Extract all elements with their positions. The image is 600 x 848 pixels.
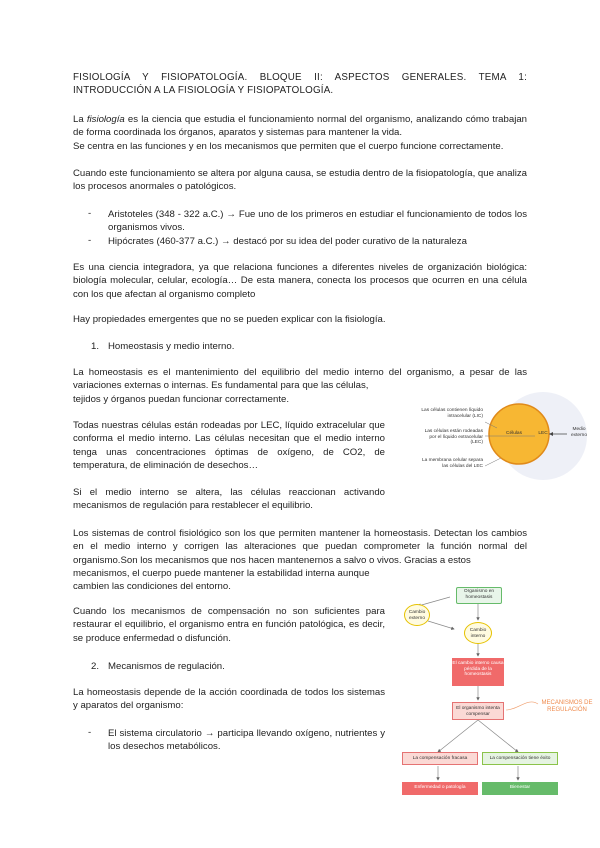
paragraph-propiedades: Hay propiedades emergentes que no se pueden explicar con la fisiología. — [73, 314, 386, 325]
paragraph-lec: Todas nuestras células están rodeadas por LEC, líquido extracelular que conforma el medio interno. Las células necesitan que el medio interno tenga unas concentraciones óptimas de oxígeno, de CO2, de temperatura, de eliminación de desechos… — [73, 420, 385, 471]
p1-em: fisiología — [86, 114, 125, 125]
circle-external-change: Cambio externo — [404, 604, 430, 626]
circle-internal-change: Cambio interno — [464, 622, 492, 644]
heading-homeostasis: Homeostasis y medio interno. — [108, 341, 235, 352]
bullet-aristoteles: Aristoteles (348 - 322 a.C.) → Fue uno de los primeros en estudiar el funcionamiento de todos los organismos vivos. — [108, 209, 527, 234]
title-line-1: FISIOLOGÍA Y FISIOPATOLOGÍA. BLOQUE II: ASPECTOS GENERALES. TEMA 1: — [73, 72, 527, 83]
heading-mecanismos: Mecanismos de regulación. — [108, 661, 225, 672]
bullet-dash: - — [88, 208, 92, 219]
box-loss-homeostasis: El cambio interno causa pérdida de la homeostasis — [452, 658, 504, 686]
label-lic: Las células contienen líquido intracelular (LIC) — [421, 408, 483, 419]
paragraph-sistemas-control-l5: cambien las condiciones del entorno. — [73, 581, 231, 592]
bullet-dash: - — [88, 727, 92, 738]
paragraph-ciencia-integradora: Es una ciencia integradora, ya que relaciona funciones a diferentes niveles de organización biológica: biología molecular, celular, ecología… De esta manera, conecta los procesos que ocurren en una célula con los que afectan al organismo completo — [73, 262, 527, 300]
label-membrane: La membrana celular separa las células del LEC — [421, 458, 483, 469]
paragraph-medio-alterado: Si el medio interno se altera, las células reaccionan activando mecanismos de regulación para restablecer el equilibrio. — [73, 487, 385, 512]
bullet-circulatorio: El sistema circulatorio → participa llevando oxígeno, nutrientes y los desechos metabólicos. — [108, 728, 385, 753]
paragraph-fisiopatologia: Cuando este funcionamiento se altera por alguna causa, se estudia dentro de la fisiopatología, que analiza los procesos anormales o patológicos. — [73, 168, 527, 193]
label-lec: LEC — [538, 431, 548, 436]
box-homeostasis: Organismo en homeostasis — [456, 587, 502, 604]
cell-lec-diagram — [415, 388, 595, 488]
box-disease: Enfermedad o patología — [402, 782, 478, 795]
box-wellness: Bienestar — [482, 782, 558, 795]
p1-line3: Se centra en las funciones y en los mecanismos que permiten que el cuerpo funcione correctamente. — [73, 140, 504, 152]
paragraph-homeostasis-end: tejidos y órganos puedan funcionar correctamente. — [73, 394, 289, 405]
bullet-dash: - — [88, 235, 92, 246]
label-lec-surround: Las células están rodeadas por el líquido extracelular (LEC) — [424, 429, 483, 446]
label-outside: Medio externo — [571, 427, 587, 438]
regulation-flowchart — [398, 582, 598, 802]
page-title — [73, 71, 527, 98]
p1-post: es la ciencia que estudia el funcionamiento normal del organismo, analizando cómo trabajan de forma coordinada los órganos, aparatos y sistemas para mantener la vida. — [73, 114, 527, 139]
paragraph-sistemas-control: Los sistemas de control fisiológico son los que permiten mantener la homeostasis. Detectan los cambios en el medio interno y corrigen las alteraciones que puedan comprometer la función normal del organismo.Son los mecanismos que nos hacen mantenernos a salvo o vivos. Gracias a estos — [73, 528, 527, 566]
paragraph-coordinada: La homeostasis depende de la acción coordinada de todos los sistemas y aparatos del organismo: — [73, 687, 385, 712]
label-regulation-mechanisms: MECANISMOS DE REGULACIÓN — [541, 700, 593, 713]
paragraph-sistemas-control-l4: mecanismos, el cuerpo puede mantener la estabilidad interna aunque — [73, 568, 370, 579]
heading-1-number: 1. — [91, 341, 100, 352]
bullet-hipocrates: Hipócrates (460-377 a.C.) → destacó por su idea del poder curativo de la naturaleza — [108, 236, 467, 247]
p5-text: La homeostasis es el mantenimiento del equilibrio del medio interno del organismo, a pesar de las variaciones externas o internas. Es fundamental para que las células, — [73, 367, 527, 392]
label-cells: Células — [506, 431, 522, 436]
box-compensation-fails: La compensación fracasa — [402, 752, 478, 765]
box-compensation-works: La compensación tiene éxito — [482, 752, 558, 765]
paragraph-compensacion: Cuando los mecanismos de compensación no son suficientes para restaurar el equilibrio, el organismo entra en función patológica, es decir, se produce enfermedad o disfunción. — [73, 606, 385, 644]
box-compensate: El organismo intenta compensar — [452, 702, 504, 720]
p1-pre: La — [73, 114, 87, 125]
title-line-2: INTRODUCCIÓN A LA FISIOLOGÍA Y FISIOPATOLOGÍA. — [73, 85, 334, 97]
paragraph-fisiologia — [73, 113, 527, 153]
heading-2-number: 2. — [91, 661, 100, 672]
